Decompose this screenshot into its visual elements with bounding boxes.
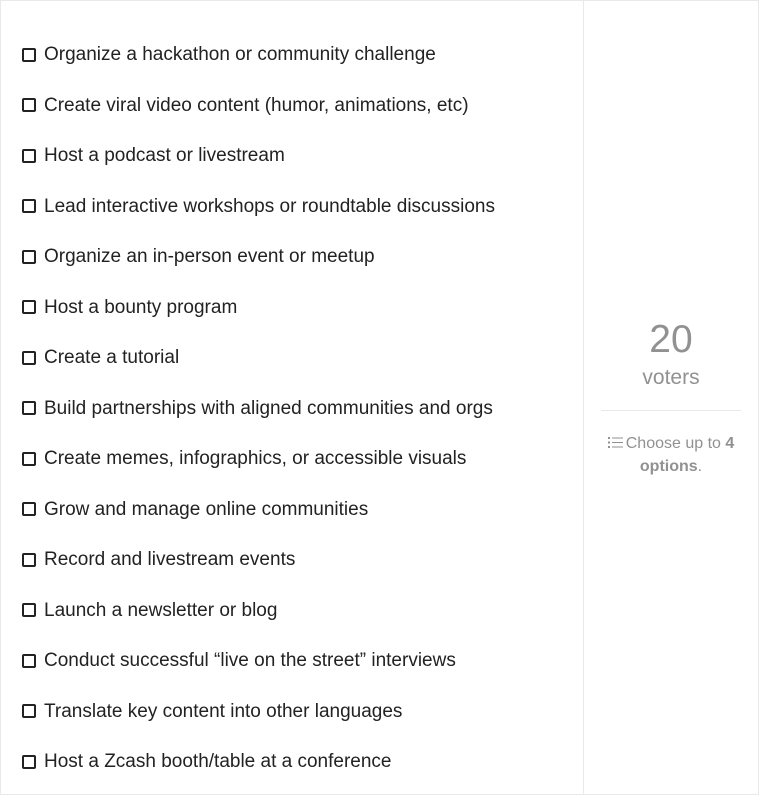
checkbox-icon[interactable] (22, 654, 36, 668)
hint-max-count: 4 (725, 435, 735, 452)
poll-option-label: Organize a hackathon or community challenge (44, 44, 436, 66)
checkbox-icon[interactable] (22, 401, 36, 415)
poll-option-label: Create a tutorial (44, 347, 180, 369)
poll-option[interactable] (22, 30, 583, 81)
divider (601, 410, 741, 411)
checkbox-icon[interactable] (22, 98, 36, 112)
poll-option[interactable] (22, 131, 583, 182)
checkbox-icon[interactable] (22, 351, 36, 365)
checkbox-icon[interactable] (22, 704, 36, 718)
checkbox-icon[interactable] (22, 755, 36, 769)
poll-option[interactable] (22, 737, 583, 788)
poll-option-label: Create viral video content (humor, animations, etc) (44, 94, 469, 116)
list-icon (608, 434, 623, 456)
checkbox-icon[interactable] (22, 250, 36, 264)
poll-option[interactable] (22, 81, 583, 132)
poll-option[interactable] (22, 687, 583, 738)
poll-option-label: Build partnerships with aligned communities and orgs (44, 397, 493, 419)
poll-option[interactable] (22, 232, 583, 283)
poll-option-label: Grow and manage online communities (44, 498, 369, 520)
poll-hint (594, 433, 748, 478)
poll-options-list (1, 1, 584, 794)
poll-option-label: Host a Zcash booth/table at a conference (44, 751, 392, 773)
poll-option[interactable] (22, 485, 583, 536)
checkbox-icon[interactable] (22, 553, 36, 567)
checkbox-icon[interactable] (22, 199, 36, 213)
poll-option-label: Host a podcast or livestream (44, 145, 285, 167)
poll-option[interactable] (22, 586, 583, 637)
voters-count: 20 (649, 318, 693, 361)
poll-option-label: Create memes, infographics, or accessible visuals (44, 448, 467, 470)
poll-option[interactable] (22, 333, 583, 384)
checkbox-icon[interactable] (22, 149, 36, 163)
checkbox-icon[interactable] (22, 452, 36, 466)
checkbox-icon[interactable] (22, 48, 36, 62)
poll-option-label: Conduct successful “live on the street” interviews (44, 650, 456, 672)
poll-option-label: Lead interactive workshops or roundtable discussions (44, 195, 495, 217)
poll-option-label: Translate key content into other languages (44, 700, 403, 722)
poll-info-panel (584, 1, 758, 794)
voters-label: voters (642, 366, 700, 389)
poll-option[interactable] (22, 182, 583, 233)
hint-options-word: options (639, 458, 698, 475)
poll-option[interactable] (22, 535, 583, 586)
checkbox-icon[interactable] (22, 502, 36, 516)
hint-prefix: Choose up to (625, 435, 726, 452)
poll-option[interactable] (22, 636, 583, 687)
hint-suffix: . (697, 458, 703, 475)
poll-option-label: Organize an in-person event or meetup (44, 246, 375, 268)
poll-option-label: Launch a newsletter or blog (44, 599, 278, 621)
poll-option[interactable] (22, 283, 583, 334)
poll-option-label: Host a bounty program (44, 296, 238, 318)
poll-option-label: Record and livestream events (44, 549, 296, 571)
checkbox-icon[interactable] (22, 603, 36, 617)
checkbox-icon[interactable] (22, 300, 36, 314)
poll-option[interactable] (22, 384, 583, 435)
poll-option[interactable] (22, 434, 583, 485)
